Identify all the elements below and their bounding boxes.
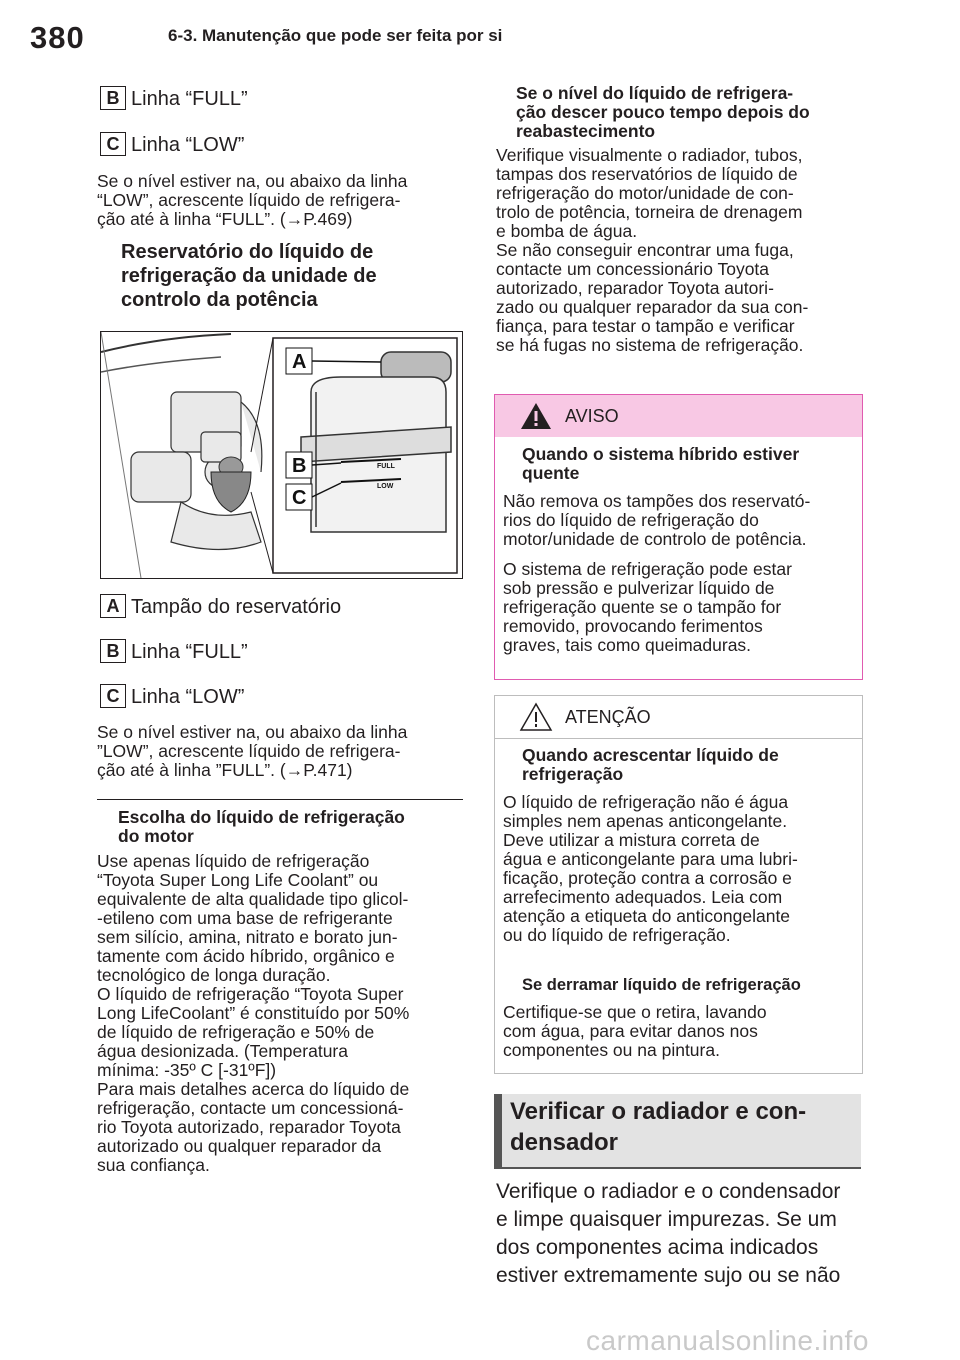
- warning-box: [494, 394, 863, 680]
- reservoir-heading: Reservatório do líquido de refrigeração da unidade de controlo da potência: [121, 241, 377, 311]
- leak-heading: Se o nível do líquido de refrigera- ção descer pouco tempo depois do reabastecimento: [516, 83, 810, 141]
- final-paragraph: Verifique o radiador e o condensador e limpe quaisquer impurezas. Se um dos componentes acima indicados estiver extremamente sujo ou se não: [496, 1180, 841, 1287]
- top-paragraph: Se o nível estiver na, ou abaixo da linha “LOW”, acrescente líquido de refrigera- ção até à linha “FULL”. (→P.469): [97, 171, 408, 229]
- section-heading-bar: [494, 1094, 502, 1167]
- item-low-line: Linha “LOW”: [131, 134, 245, 156]
- badge-b-2: B: [100, 639, 126, 663]
- notice-heading-2: Se derramar líquido de refrigeração: [522, 976, 801, 994]
- caution-triangle-icon: [519, 702, 553, 732]
- coolant-heading: Escolha do líquido de refrigeração do motor: [118, 807, 405, 846]
- warning-header: [495, 395, 862, 437]
- notice-header: [495, 696, 862, 739]
- watermark: carmanualsonline.info: [586, 1325, 869, 1356]
- warning-para-1: Não remova os tampões dos reservató- rios do líquido de refrigeração do motor/unidade de controlo de potência.: [503, 491, 811, 549]
- full-mark: FULL: [377, 463, 395, 470]
- low-mark: LOW: [377, 483, 394, 490]
- warning-para-2: O sistema de refrigeração pode estar sob pressão e pulverizar líquido de refrigeração quente se o tampão for removido, provocando ferimentos graves, tais como queimaduras.: [503, 559, 792, 655]
- badge-c-2: C: [100, 684, 126, 708]
- item-full-line-2: Linha “FULL”: [131, 641, 248, 663]
- section-heading-box: [494, 1094, 861, 1169]
- item-full-line: Linha “FULL”: [131, 88, 248, 110]
- warning-heading: Quando o sistema híbrido estiver quente: [522, 444, 800, 483]
- notice-heading: Quando acrescentar líquido de refrigeração: [522, 745, 779, 784]
- notice-para-2: Certifique-se que o retira, lavando com água, para evitar danos nos componentes ou na pintura.: [503, 1002, 767, 1060]
- notice-title: ATENÇÃO: [565, 707, 651, 727]
- engine-figure: [100, 331, 463, 579]
- mid-paragraph: Se o nível estiver na, ou abaixo da linha ”LOW”, acrescente líquido de refrigera- ção até à linha ”FULL”. (→P.471): [97, 722, 408, 780]
- callout-c: C: [292, 487, 307, 509]
- item-reservoir-cap: Tampão do reservatório: [131, 596, 342, 618]
- notice-para-1: O líquido de refrigeração não é água simples nem apenas anticongelante. Deve utilizar a mistura correta de água e anticongelante para uma lubri- ficação, proteção contra a corrosão e arrefecimento adequados. Leia com atenção a etiqueta do anticongelante ou do líquido de refrigeração.: [503, 792, 798, 945]
- callout-b: B: [292, 455, 307, 477]
- badge-b: B: [100, 86, 126, 110]
- warning-triangle-icon: [519, 401, 553, 431]
- engine-illustration: [101, 332, 462, 578]
- item-low-line-2: Linha “LOW”: [131, 686, 245, 708]
- leak-paragraph: Verifique visualmente o radiador, tubos, tampas dos reservatórios de líquido de refrigeração do motor/unidade de con- trolo de potência, torneira de drenagem e bomba de água. Se não conseguir encontrar uma fuga, contacte um concessionário Toyota autorizado, reparador Toyota autori- zado ou qualquer reparador da sua con- fiança, para testar o tampão e verificar se há fugas no sistema de refrigeração.: [496, 145, 809, 355]
- notice-box: [494, 695, 863, 1074]
- page-number: 380: [30, 20, 85, 55]
- section-heading: Verificar o radiador e con- densador: [510, 1098, 807, 1156]
- badge-a: A: [100, 594, 126, 618]
- divider: [97, 799, 463, 800]
- coolant-paragraph: Use apenas líquido de refrigeração “Toyota Super Long Life Coolant” ou equivalente de alta qualidade tipo glicol- -etileno com uma base de refrigerante sem silício, amina, nitrato e borato jun- tamente com ácido híbrido, orgânico e tecnológico de longa duração. O líquido de refrigeração “Toyota Super Long LifeCoolant” é constituído por 50% de líquido de refrigeração e 50% de água desionizada. (Temperatura mínima: -35º C [-31ºF]) Para mais detalhes acerca do líquido de refrigeração, contacte um concessioná- rio Toyota autorizado, reparador Toyota autorizado ou qualquer reparador da sua confiança.: [97, 851, 410, 1175]
- callout-a: A: [292, 351, 307, 373]
- badge-c: C: [100, 132, 126, 156]
- warning-title: AVISO: [565, 406, 619, 426]
- section-title: 6-3. Manutenção que pode ser feita por si: [168, 26, 503, 45]
